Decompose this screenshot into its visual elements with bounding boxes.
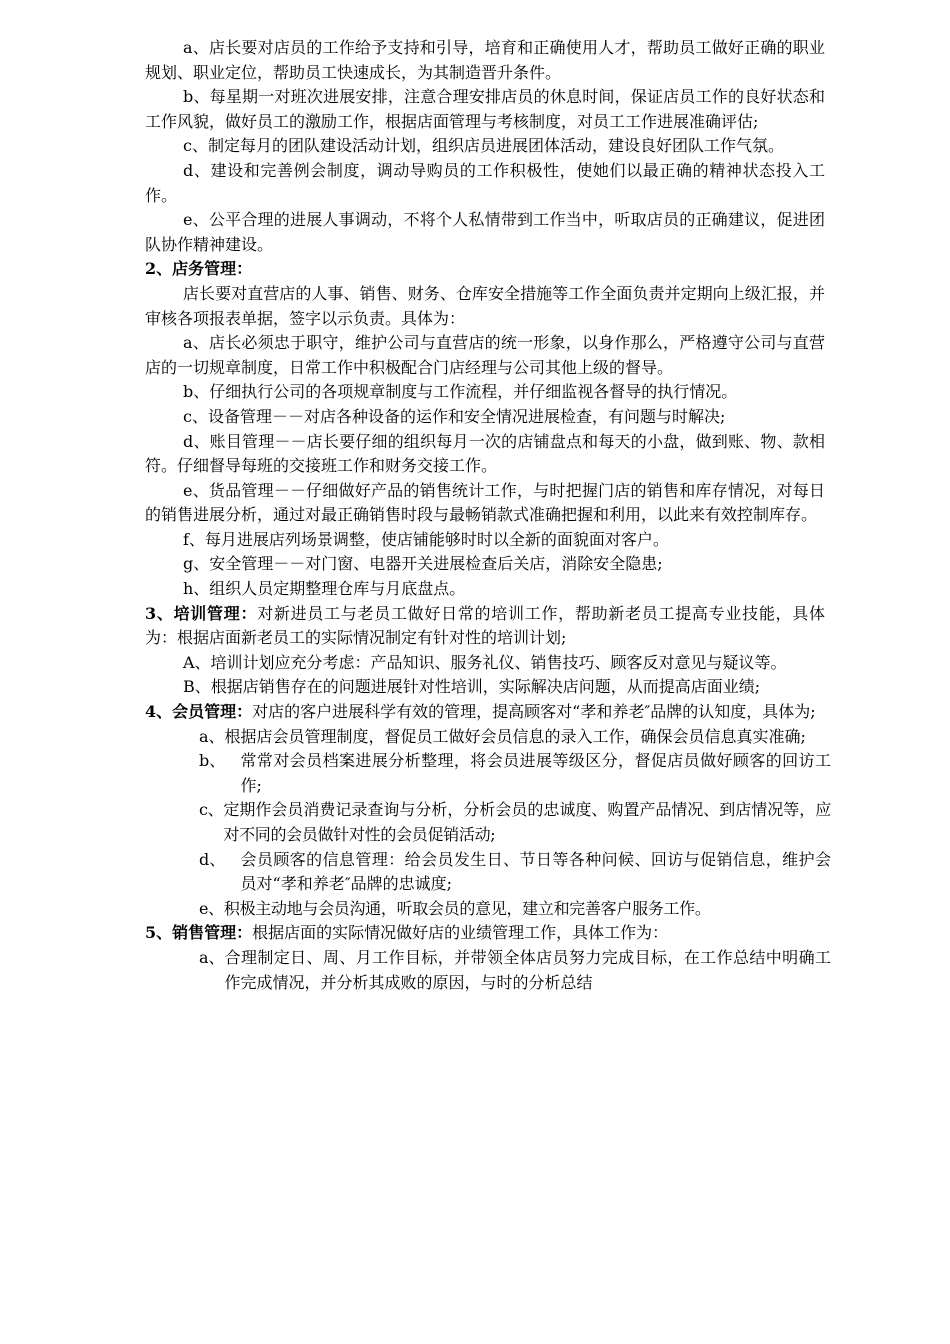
paragraph-2h: h、组织人员定期整理仓库与月底盘点。 xyxy=(183,579,466,599)
section-5-paragraph xyxy=(145,921,825,946)
paragraph-2b: b、仔细执行公司的各项规章制度与工作流程，并仔细监视各督导的执行情况。 xyxy=(183,382,738,402)
list-label: a、 xyxy=(199,947,225,967)
paragraph-3A: A、培训计划应充分考虑：产品知识、服务礼仪、销售技巧、顾客反对意见与疑议等。 xyxy=(183,652,787,672)
list-label: c、 xyxy=(199,800,224,820)
list-text: 根据店会员管理制度，督促员工做好会员信息的录入工作，确保会员信息真实准确; xyxy=(224,726,806,746)
section-3-paragraph xyxy=(145,602,825,651)
list-item-5a xyxy=(199,946,831,995)
paragraph-1a: a、店长要对店员的工作给予支持和引导，培育和正确使用人才，帮助员工做好正确的职业规划、职业定位，帮助员工快速成长，为其制造晋升条件。 xyxy=(145,38,825,82)
list-item-4e xyxy=(199,897,831,922)
section-5-intro: 根据店面的实际情况做好店的业绩管理工作，具体工作为： xyxy=(252,923,669,943)
section-5-heading: 5、销售管理： xyxy=(145,923,253,943)
list-item-4b xyxy=(199,749,831,798)
list-text: 定期作会员消费记录查询与分析，分析会员的忠诚度、购置产品情况、到店情况等，应对不同的会员做针对性的会员促销活动; xyxy=(223,800,831,844)
section-3-heading: 3、培训管理： xyxy=(145,603,258,623)
section-4-heading: 4、会员管理： xyxy=(145,702,253,722)
list-item-4c xyxy=(199,798,831,847)
paragraph-1e: e、公平合理的进展人事调动，不将个人私情带到工作当中，听取店员的正确建议，促进团队协作精神建设。 xyxy=(145,210,825,254)
list-text: 常常对会员档案进展分析整理，将会员进展等级区分，督促店员做好顾客的回访工作; xyxy=(240,751,831,795)
list-item-4a xyxy=(199,725,831,750)
section-2-intro: 店长要对直营店的人事、销售、财务、仓库安全措施等工作全面负责并定期向上级汇报，并审核各项报表单据，签字以示负责。具体为： xyxy=(145,283,825,328)
paragraph-2g: g、安全管理－－对门窗、电器开关进展检查后关店，消除安全隐患; xyxy=(183,554,663,574)
list-label: e、 xyxy=(199,898,224,918)
list-item-4d xyxy=(199,848,831,897)
paragraph-2c: c、设备管理－－对店各种设备的运作和安全情况进展检查，有问题与时解决; xyxy=(183,406,726,426)
list-text: 合理制定日、周、月工作目标，并带领全体店员努力完成目标，在工作总结中明确工作完成情况，并分析其成败的原因，与时的分析总结 xyxy=(224,947,831,992)
paragraph-2a: a、店长必须忠于职守，维护公司与直营店的统一形象，以身作那么，严格遵守公司与直营店的一切规章制度，日常工作中积极配合门店经理与公司其他上级的督导。 xyxy=(145,333,825,377)
section-1-items xyxy=(145,36,831,995)
paragraph-1c: c、制定每月的团队建设活动计划，组织店员进展团体活动，建设良好团队工作气氛。 xyxy=(183,136,784,156)
paragraph-2e: e、货品管理－－仔细做好产品的销售统计工作，与时把握门店的销售和库存情况，对每日的销售进展分析，通过对最正确销售时段与最畅销款式准确把握和利用，以此来有效控制库存。 xyxy=(145,480,825,525)
section-4-intro: 对店的客户进展科学有效的管理，提高顾客对“孝和养老″品牌的认知度，具体为; xyxy=(252,702,816,722)
paragraph-1d: d、建设和完善例会制度，调动导购员的工作积极性，使她们以最正确的精神状态投入工作。 xyxy=(145,160,825,205)
paragraph-2d: d、账目管理－－店长要仔细的组织每月一次的店铺盘点和每天的小盘，做到账、物、款相符。仔细督导每班的交接班工作和财务交接工作。 xyxy=(145,431,825,476)
paragraph-1b: b、每星期一对班次进展安排，注意合理安排店员的休息时间，保证店员工作的良好状态和工作风貌，做好员工的激励工作，根据店面管理与考核制度，对员工工作进展准确评估; xyxy=(145,87,825,131)
section-2-heading: 2、店务管理： xyxy=(145,259,253,279)
list-text: 积极主动地与会员沟通，听取会员的意见，建立和完善客户服务工作。 xyxy=(223,898,711,918)
list-label: a、 xyxy=(199,726,225,746)
paragraph-2f: f、每月进展店列场景调整，使店铺能够时时以全新的面貌面对客户。 xyxy=(183,529,669,549)
list-label: b、 xyxy=(199,751,241,771)
paragraph-3B: B、根据店销售存在的问题进展针对性培训，实际解决店问题，从而提高店面业绩; xyxy=(183,677,761,697)
section-3-intro: 对新进员工与老员工做好日常的培训工作，帮助新老员工提高专业技能，具体为：根据店面新老员工的实际情况制定有针对性的培训计划; xyxy=(145,603,825,648)
section-4-paragraph xyxy=(145,700,825,725)
list-text: 会员顾客的信息管理：给会员发生日、节日等各种问候、回访与促销信息，维护会员对“孝和养老″品牌的忠诚度; xyxy=(240,849,831,894)
list-label: d、 xyxy=(199,849,241,869)
